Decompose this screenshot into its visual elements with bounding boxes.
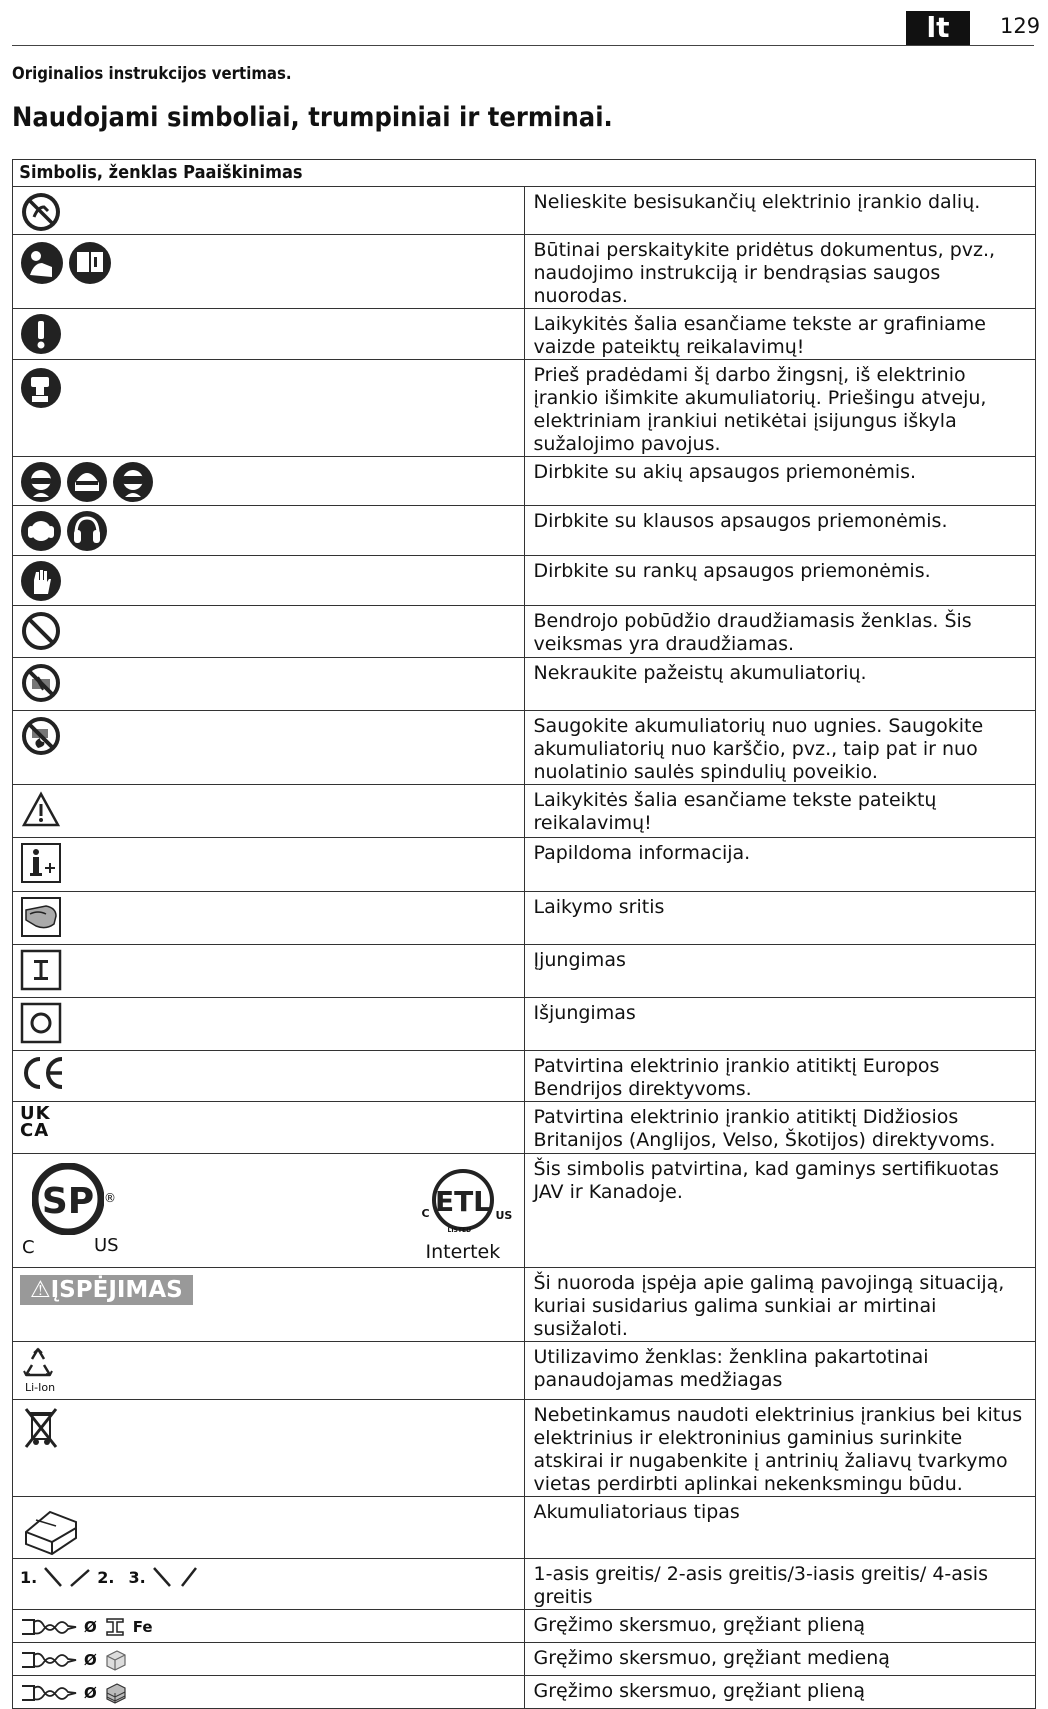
table-row: [13, 457, 1036, 506]
table-row: [13, 785, 1036, 838]
battery-type-icon: [20, 1502, 80, 1556]
no-fire-battery-icon: [20, 715, 62, 757]
page-number: 129: [1000, 14, 1041, 38]
speed-icons: 1. 2. 3.: [20, 1562, 524, 1592]
row-text: Papildoma informacija.: [524, 838, 1036, 892]
csa-logo-icon: [32, 1163, 104, 1235]
brick-wall-icon: [103, 1681, 127, 1705]
table-row: [13, 1268, 1036, 1342]
warning-label: ⚠ĮSPĖJIMAS: [20, 1275, 193, 1305]
table-row: [13, 1400, 1036, 1497]
row-text: Dirbkite su rankų apsaugos priemonėmis.: [524, 556, 1036, 606]
table-row: [13, 360, 1036, 457]
table-row: [13, 1676, 1036, 1709]
no-charge-damaged-battery-icon: [20, 662, 62, 704]
steel-beam-icon: [103, 1615, 127, 1639]
warning-triangle-icon: ⚠: [30, 1277, 51, 1303]
speed-1-icon: [43, 1566, 63, 1588]
power-on-icon: [20, 949, 62, 991]
symbols-table: [12, 159, 1036, 1709]
table-row: [13, 235, 1036, 309]
document-subtitle: Originalios instrukcijos vertimas.: [12, 64, 292, 84]
row-text: Išjungimas: [524, 998, 1036, 1051]
speed-2-icon: [69, 1566, 91, 1588]
etl-mark: ETL C US LISTED Intertek: [418, 1161, 514, 1265]
grip-area-icon: [20, 896, 62, 938]
power-off-icon: [20, 1002, 62, 1044]
table-row: [13, 1154, 1036, 1268]
drill-bit-icon: [20, 1616, 78, 1638]
row-text: Akumuliatoriaus tipas: [524, 1497, 1036, 1559]
speed-3-icon: [152, 1566, 172, 1588]
row-text: Šis simbolis patvirtina, kad gaminys sertifikuotas JAV ir Kanadoje.: [524, 1154, 1036, 1268]
table-row: [13, 1102, 1036, 1154]
row-text: Laikymo sritis: [524, 892, 1036, 945]
drill-masonry-icon: Ø: [20, 1679, 524, 1707]
table-row: [13, 892, 1036, 945]
drill-bit-icon: [20, 1649, 78, 1671]
table-row: [13, 556, 1036, 606]
table-header-row: [13, 160, 1036, 187]
table-row: [13, 309, 1036, 360]
row-text: Įjungimas: [524, 945, 1036, 998]
safety-goggles-icon: [112, 461, 154, 503]
face-shield-icon: [66, 461, 108, 503]
ukca-mark-icon: UK CA: [20, 1103, 51, 1141]
remove-battery-icon: [20, 367, 62, 409]
table-row: [13, 1610, 1036, 1643]
row-text: Būtinai perskaitykite pridėtus dokumentus, pvz., naudojimo instrukciją ir bendrąsias saugos nuorodas.: [524, 235, 1036, 309]
etl-logo-icon: [432, 1169, 494, 1231]
row-text: Nelieskite besisukančių elektrinio įrankio dalių.: [524, 187, 1036, 235]
table-row: [13, 658, 1036, 711]
recycling-icon: [20, 1345, 56, 1381]
table-row: [13, 711, 1036, 785]
row-text: Dirbkite su klausos apsaugos priemonėmis.: [524, 506, 1036, 556]
row-text: Ši nuoroda įspėja apie galimą pavojingą situaciją, kuriai susidarius galima sunkiai ar mirtinai susižaloti.: [524, 1268, 1036, 1342]
row-text: Bendrojo pobūdžio draudžiamasis ženklas. Šis veiksmas yra draudžiamas.: [524, 606, 1036, 658]
svg-text:ETL: ETL: [434, 1185, 491, 1218]
table-row: [13, 1643, 1036, 1676]
row-text: Gręžimo skersmuo, gręžiant plieną: [524, 1676, 1036, 1709]
header-rule: [12, 45, 1034, 46]
svg-text:SP: SP: [41, 1181, 95, 1222]
row-text: Laikykitės šalia esančiame tekste ar grafiniame vaizde pateiktų reikalavimų!: [524, 309, 1036, 360]
read-person-icon: [20, 241, 64, 285]
recycling-liion-icon: Li-Ion: [20, 1345, 60, 1394]
ear-muffs-icon: [20, 510, 62, 552]
table-row: [13, 1497, 1036, 1559]
row-text: Dirbkite su akių apsaugos priemonėmis.: [524, 457, 1036, 506]
warning-triangle-icon: [20, 789, 62, 831]
weee-bin-icon: [20, 1405, 62, 1451]
drill-wood-icon: Ø: [20, 1646, 524, 1674]
row-text: Nekraukite pažeistų akumuliatorių.: [524, 658, 1036, 711]
row-text: Utilizavimo ženklas: ženklina pakartotinai panaudojamas medžiagas: [524, 1342, 1036, 1400]
row-text: Saugokite akumuliatorių nuo ugnies. Saugokite akumuliatorių nuo karščio, pvz., taip pat ir nuo nuolatinio saulės spindulių poveikio.: [524, 711, 1036, 785]
table-row: [13, 945, 1036, 998]
table-row: [13, 838, 1036, 892]
eye-protection-icon: [20, 461, 62, 503]
drill-steel-icon: Ø Fe: [20, 1613, 524, 1641]
section-title: Naudojami simboliai, trumpiniai ir terminai.: [12, 102, 613, 133]
table-row: [13, 606, 1036, 658]
prohibition-icon: [20, 610, 62, 652]
row-text: Nebetinkamus naudoti elektrinius įrankius bei kitus elektrinius ir elektroninius gaminius surinkite atskirai ir nugabenkite į antrinių žaliavų tvarkymo vietas perdirbti aplinkai nekenksmingu būdu.: [524, 1400, 1036, 1497]
csa-mark: SP ® C US: [20, 1161, 130, 1265]
table-row: [13, 187, 1036, 235]
manual-book-icon: [68, 241, 112, 285]
row-text: Patvirtina elektrinio įrankio atitiktį Europos Bendrijos direktyvoms.: [524, 1051, 1036, 1102]
ce-mark-icon: [20, 1055, 66, 1091]
table-row: [13, 1342, 1036, 1400]
no-touch-rotating-icon: [20, 191, 62, 233]
info-plus-icon: [20, 842, 62, 884]
row-text: Laikykitės šalia esančiame tekste pateiktų reikalavimų!: [524, 785, 1036, 838]
table-row: [13, 998, 1036, 1051]
language-badge: lt: [906, 11, 970, 45]
drill-bit-icon: [20, 1682, 78, 1704]
table-header: Simbolis, ženklas Paaiškinimas: [19, 162, 303, 183]
table-row: [13, 1051, 1036, 1102]
row-text: Gręžimo skersmuo, gręžiant medieną: [524, 1643, 1036, 1676]
table-row: [13, 506, 1036, 556]
speed-4-icon: [178, 1566, 200, 1588]
row-text: Prieš pradėdami šį darbo žingsnį, iš elektrinio įrankio išimkite akumuliatorių. Priešingu atveju, elektriniam įrankiui netikėtai įsijungus iškyla sužalojimo pavojus.: [524, 360, 1036, 457]
row-text: Gręžimo skersmuo, gręžiant plieną: [524, 1610, 1036, 1643]
wood-block-icon: [103, 1648, 127, 1672]
row-text: Patvirtina elektrinio įrankio atitiktį Didžiosios Britanijos (Anglijos, Velso, Škotijos) direktyvoms.: [524, 1102, 1036, 1154]
exclamation-icon: [20, 313, 62, 355]
row-text: 1-asis greitis/ 2-asis greitis/3-iasis greitis/ 4-asis greitis: [524, 1559, 1036, 1610]
ear-protection-icon: [66, 510, 108, 552]
hand-protection-icon: [20, 560, 62, 602]
table-row: [13, 1559, 1036, 1610]
